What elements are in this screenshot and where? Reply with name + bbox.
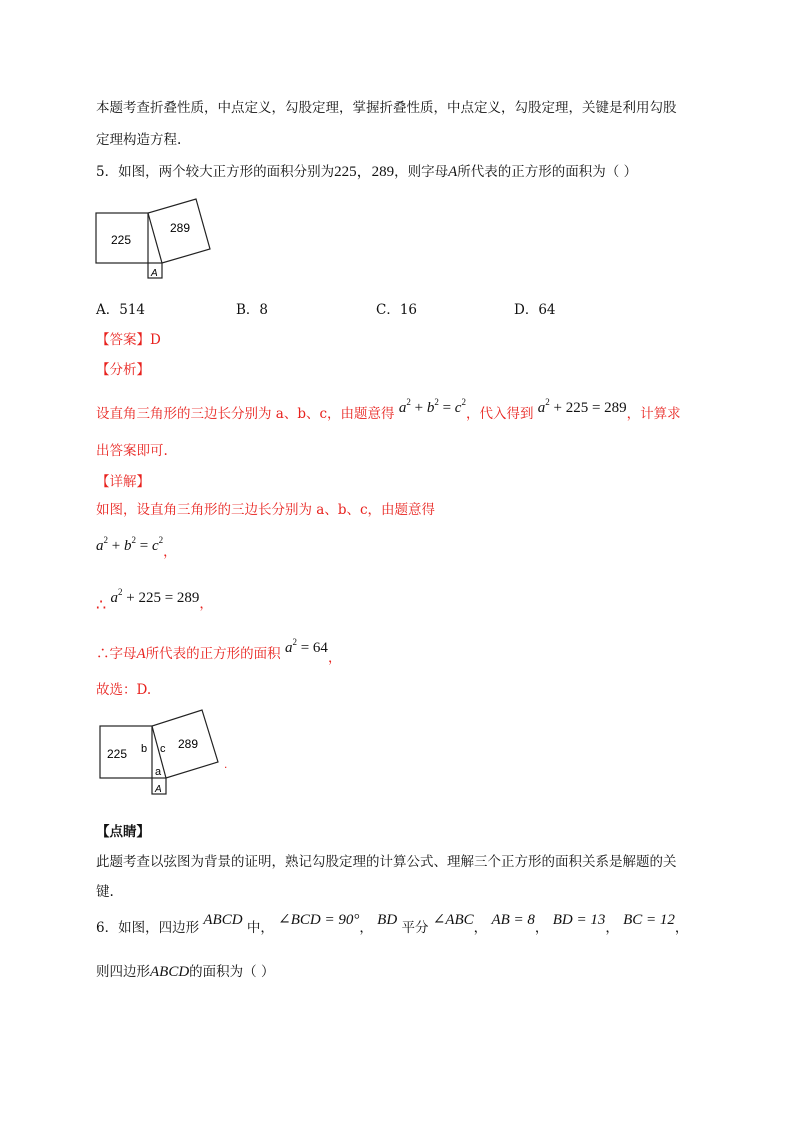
- answer: 【答案】D: [96, 332, 161, 348]
- fig1-label-225: 225: [111, 233, 132, 247]
- comment-label: 【点睛】: [96, 824, 150, 840]
- figure-squares-1: [94, 197, 224, 287]
- eq-pythagoras-1: $a^2 + b^2 = c^2$: [398, 397, 466, 416]
- q6-stem-line-2: 则四边形ABCD的面积为（ ）: [96, 964, 275, 980]
- fig2-label-c: c: [160, 743, 166, 755]
- option-d: D．64: [514, 302, 556, 318]
- comment-line-2: 键.: [96, 884, 114, 900]
- detail-eq-2: ∴ $a^2 + 225 = 289$，: [96, 587, 213, 614]
- fig1-label-289: 289: [170, 221, 191, 235]
- eq-substitute-1: $a^2 + 225 = 289$: [537, 397, 627, 416]
- detail-eq-1: $a^2 + b^2 = c^2$，: [96, 535, 177, 560]
- detail-line-4: ∴字母A所代表的正方形的面积 $a^2 = 64$，: [96, 637, 342, 666]
- analysis-line-2: 出答案即可.: [96, 443, 168, 459]
- fig2-label-289: 289: [178, 737, 199, 751]
- fig1-label-a: A: [151, 268, 158, 279]
- fig2-dot: .: [224, 757, 228, 771]
- q6-stem-line-1: 6．如图，四边形 ABCD 中， ∠BCD = 90°， BD 平分 ∠ABC， AB = 8， BD = 13， BC = 12，: [96, 912, 689, 936]
- fig2-label-a: a: [155, 766, 162, 778]
- analysis-line-1: 设直角三角形的三边长分别为 a、b、c，由题意得 $a^2 + b^2 = c^2$，代入得到 $a^2 + 225 = 289$，计算求: [96, 397, 681, 422]
- detail-line-1: 如图，设直角三角形的三边长分别为 a、b、c，由题意得: [96, 502, 436, 518]
- comment-line-1: 此题考查以弦图为背景的证明，熟记勾股定理的计算公式、理解三个正方形的面积关系是解题的关: [96, 854, 677, 870]
- detail-label: 【详解】: [96, 474, 150, 490]
- intro-line-1: 本题考查折叠性质，中点定义，勾股定理，掌握折叠性质，中点定义，勾股定理，关键是利用勾股: [96, 100, 677, 116]
- analysis-label: 【分析】: [96, 362, 150, 378]
- choose-line: 故选：D.: [96, 682, 152, 698]
- option-a: A．514: [96, 302, 146, 318]
- q5-stem: 5．如图，两个较大正方形的面积分别为225，289，则字母A所代表的正方形的面积为（ ）: [96, 164, 638, 180]
- figure-squares-2: [98, 706, 248, 802]
- option-b: B．8: [236, 302, 269, 318]
- fig2-label-225: 225: [107, 747, 128, 761]
- intro-line-2: 定理构造方程.: [96, 132, 182, 148]
- fig2-label-b: b: [141, 743, 148, 755]
- option-c: C．16: [376, 302, 418, 318]
- fig2-label-A: A: [155, 784, 162, 795]
